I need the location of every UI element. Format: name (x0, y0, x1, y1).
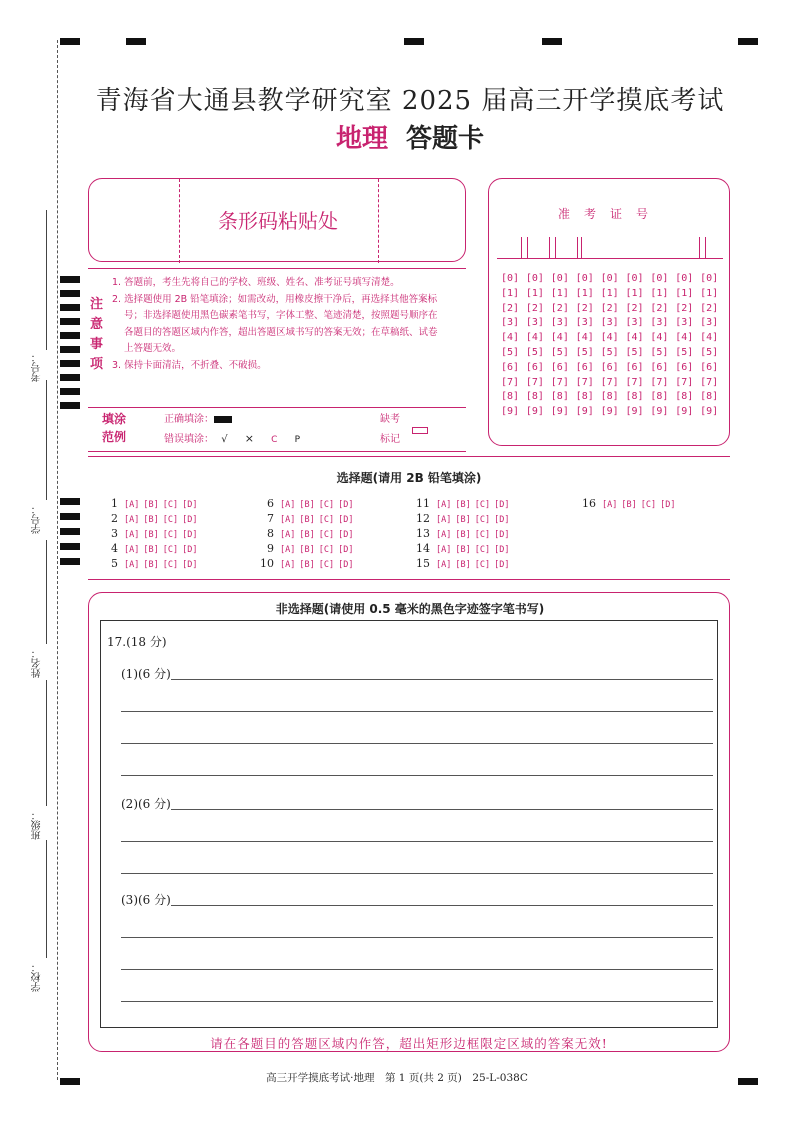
option-bubble[interactable]: [A] (280, 500, 296, 510)
answer-line[interactable] (121, 841, 713, 842)
answer-line[interactable] (121, 937, 713, 938)
digit-bubble[interactable]: [3] (575, 317, 594, 329)
warning-text: 请在各题目的答题区域内作答，超出矩形边框限定区域的答案无效! (210, 1036, 608, 1051)
digit-bubble[interactable]: [9] (575, 406, 594, 418)
absent-box[interactable] (412, 420, 428, 439)
option-bubble[interactable]: [D] (338, 515, 354, 525)
option-bubble[interactable]: [A] (124, 515, 140, 525)
page-footer: 高三开学摸底考试·地理 第 1 页(共 2 页) 25-L-038C (266, 1072, 528, 1084)
absent-label-1: 缺考 (380, 414, 400, 425)
wrong-mark: P (294, 435, 301, 445)
timing-mark (60, 276, 80, 283)
part-1-label: (1)(6 分) (121, 667, 171, 681)
class-line (46, 680, 47, 806)
admission-write-cells[interactable] (497, 237, 723, 259)
choice-question-16 (580, 497, 679, 510)
answer-line[interactable] (121, 711, 713, 712)
option-bubble[interactable]: [B] (455, 560, 471, 570)
digit-bubble[interactable]: [6] (700, 361, 719, 373)
digit-bubble[interactable]: [0] (650, 273, 669, 284)
admission-digit-grid[interactable] (501, 273, 725, 421)
digit-row (501, 406, 725, 421)
timing-mark (60, 528, 80, 535)
registration-mark (738, 38, 758, 45)
option-bubble[interactable]: [D] (182, 545, 198, 555)
option-bubble[interactable]: [D] (338, 545, 354, 555)
digit-bubble[interactable]: [9] (650, 406, 669, 418)
digit-bubble[interactable]: [2] (675, 302, 694, 314)
digit-bubble[interactable]: [3] (501, 317, 520, 329)
digit-bubble[interactable]: [8] (650, 391, 669, 403)
timing-mark (60, 318, 80, 325)
option-bubble[interactable]: [C] (318, 560, 335, 570)
digit-bubble[interactable]: [3] (650, 317, 669, 329)
digit-bubble[interactable]: [0] (600, 273, 619, 284)
binding-dashed-line (57, 40, 58, 1080)
digit-bubble[interactable]: [6] (675, 361, 694, 373)
option-bubble[interactable]: [C] (162, 500, 179, 510)
choice-question-15 (414, 557, 513, 570)
timing-mark (60, 558, 80, 565)
digit-bubble[interactable]: [6] (501, 361, 520, 373)
digit-bubble[interactable]: [5] (675, 346, 694, 358)
option-bubble[interactable]: [D] (494, 515, 510, 525)
option-bubble[interactable]: [A] (436, 545, 452, 555)
digit-bubble[interactable]: [8] (675, 391, 694, 403)
timing-mark (60, 332, 80, 339)
question-number: 7 (267, 512, 274, 525)
digit-bubble[interactable]: [9] (675, 406, 694, 418)
digit-bubble[interactable]: [3] (675, 317, 694, 329)
option-bubble[interactable]: [B] (143, 545, 159, 555)
digit-bubble[interactable]: [5] (600, 346, 619, 358)
digit-row (501, 303, 725, 318)
wrong-mark: C (271, 435, 278, 445)
option-bubble[interactable]: [B] (143, 500, 159, 510)
digit-bubble[interactable]: [7] (575, 376, 594, 388)
question-number: 5 (111, 557, 118, 570)
timing-mark (60, 374, 80, 381)
digit-bubble[interactable]: [2] (575, 302, 594, 314)
digit-bubble[interactable]: [3] (550, 317, 569, 329)
digit-row (501, 332, 725, 347)
question-number: 10 (260, 557, 274, 570)
notes-section (88, 268, 466, 408)
admission-number-box (488, 178, 730, 446)
digit-bubble[interactable]: [9] (501, 406, 520, 418)
choice-section (88, 456, 730, 580)
option-bubble[interactable]: [B] (299, 545, 315, 555)
timing-mark (60, 346, 80, 353)
option-bubble[interactable]: [C] (640, 500, 657, 510)
option-bubble[interactable]: [A] (602, 500, 618, 510)
digit-bubble[interactable]: [0] (675, 273, 694, 284)
timing-mark (60, 290, 80, 297)
option-bubble[interactable]: [A] (124, 560, 140, 570)
digit-bubble[interactable]: [3] (525, 317, 544, 329)
fill-examples (88, 406, 466, 452)
digit-bubble[interactable]: [6] (575, 361, 594, 373)
digit-bubble[interactable]: [8] (625, 391, 644, 403)
digit-bubble[interactable]: [5] (700, 346, 719, 358)
option-bubble[interactable]: [D] (494, 500, 510, 510)
school-line (46, 840, 47, 958)
digit-row (501, 317, 725, 332)
digit-bubble[interactable]: [7] (650, 376, 669, 388)
digit-bubble[interactable]: [2] (600, 302, 619, 314)
option-bubble[interactable]: [C] (474, 560, 491, 570)
option-bubble[interactable]: [A] (280, 545, 296, 555)
digit-bubble[interactable]: [7] (675, 376, 694, 388)
option-bubble[interactable]: [D] (660, 500, 676, 510)
question-17-label: 17.(18 分) (107, 635, 167, 649)
choice-question-12 (414, 512, 513, 525)
choice-question-9 (258, 542, 357, 555)
digit-bubble[interactable]: [2] (650, 302, 669, 314)
absent-label-2: 标记 (380, 434, 400, 445)
digit-bubble[interactable]: [8] (525, 391, 544, 403)
choice-question-4 (102, 542, 201, 555)
wrong-fill-label: 错误填涂： √ × C P (164, 432, 301, 445)
option-bubble[interactable]: [C] (318, 530, 335, 540)
option-bubble[interactable]: [C] (318, 545, 335, 555)
note-item: 各题目的答题区域内作答，超出答题区域书写的答案无效；在草稿纸、试卷 (124, 326, 438, 338)
option-bubble[interactable]: [C] (162, 530, 179, 540)
question-number: 2 (111, 512, 118, 525)
option-bubble[interactable]: [B] (455, 500, 471, 510)
barcode-area (88, 178, 466, 262)
option-bubble[interactable]: [C] (474, 500, 491, 510)
choice-question-11 (414, 497, 513, 510)
digit-bubble[interactable]: [3] (700, 317, 719, 329)
digit-bubble[interactable]: [8] (550, 391, 569, 403)
digit-bubble[interactable]: [0] (575, 273, 594, 284)
option-bubble[interactable]: [B] (299, 500, 315, 510)
registration-mark (404, 38, 424, 45)
digit-bubble[interactable]: [7] (600, 376, 619, 388)
option-bubble[interactable]: [A] (436, 560, 452, 570)
option-bubble[interactable]: [D] (494, 530, 510, 540)
digit-bubble[interactable]: [0] (525, 273, 544, 284)
option-bubble[interactable]: [A] (124, 545, 140, 555)
digit-bubble[interactable]: [9] (550, 406, 569, 418)
digit-row (501, 362, 725, 377)
option-bubble[interactable]: [B] (621, 500, 637, 510)
digit-bubble[interactable]: [7] (550, 376, 569, 388)
card-label: 答题卡 (406, 124, 485, 154)
choice-question-13 (414, 527, 513, 540)
answer-line[interactable] (121, 743, 713, 744)
digit-bubble[interactable]: [0] (625, 273, 644, 284)
choice-question-8 (258, 527, 357, 540)
digit-bubble[interactable]: [2] (625, 302, 644, 314)
digit-bubble[interactable]: [5] (650, 346, 669, 358)
digit-bubble[interactable]: [4] (600, 332, 619, 344)
exam-no-label: 考号： (32, 352, 43, 382)
registration-mark (60, 38, 80, 45)
name-label: 姓名： (32, 648, 43, 678)
option-bubble[interactable]: [C] (318, 500, 335, 510)
digit-row (501, 391, 725, 406)
option-bubble[interactable]: [D] (182, 560, 198, 570)
digit-bubble[interactable]: [0] (501, 273, 520, 284)
class-label: 班级： (32, 810, 43, 840)
option-bubble[interactable]: [A] (280, 560, 296, 570)
option-bubble[interactable]: [B] (143, 515, 159, 525)
answer-line[interactable] (121, 969, 713, 970)
option-bubble[interactable]: [D] (182, 500, 198, 510)
note-item: 1. 答题前，考生先将自己的学校、班级、姓名、准考证号填写清楚。 (112, 277, 400, 288)
correct-fill-label: 正确填涂： (164, 410, 232, 425)
answer-line[interactable] (121, 873, 713, 874)
digit-bubble[interactable]: [1] (650, 287, 669, 299)
digit-bubble[interactable]: [5] (501, 346, 520, 358)
digit-bubble[interactable]: [4] (550, 332, 569, 344)
option-bubble[interactable]: [C] (162, 545, 179, 555)
digit-bubble[interactable]: [1] (675, 287, 694, 299)
digit-bubble[interactable]: [9] (700, 406, 719, 418)
option-bubble[interactable]: [B] (299, 560, 315, 570)
correct-fill-example (214, 416, 232, 423)
digit-bubble[interactable]: [0] (700, 273, 719, 284)
question-number: 3 (111, 527, 118, 540)
choice-question-6 (258, 497, 357, 510)
option-bubble[interactable]: [D] (182, 515, 198, 525)
page-subtitle (90, 118, 730, 155)
answer-line[interactable] (171, 679, 713, 680)
digit-bubble[interactable]: [6] (550, 361, 569, 373)
option-bubble[interactable]: [B] (455, 530, 471, 540)
answer-line[interactable] (171, 809, 713, 810)
timing-mark (60, 498, 80, 505)
digit-bubble[interactable]: [8] (501, 391, 520, 403)
digit-bubble[interactable]: [1] (700, 287, 719, 299)
barcode-label: 条形码粘贴处 (218, 209, 338, 233)
option-bubble[interactable]: [C] (162, 515, 179, 525)
digit-bubble[interactable]: [9] (525, 406, 544, 418)
digit-bubble[interactable]: [6] (625, 361, 644, 373)
digit-bubble[interactable]: [4] (700, 332, 719, 344)
seat-no-label: 学号： (32, 504, 43, 534)
digit-bubble[interactable]: [2] (550, 302, 569, 314)
digit-bubble[interactable]: [4] (625, 332, 644, 344)
digit-bubble[interactable]: [5] (550, 346, 569, 358)
option-bubble[interactable]: [A] (436, 515, 452, 525)
digit-bubble[interactable]: [7] (525, 376, 544, 388)
digit-bubble[interactable]: [7] (501, 376, 520, 388)
digit-bubble[interactable]: [4] (675, 332, 694, 344)
digit-bubble[interactable]: [1] (550, 287, 569, 299)
option-bubble[interactable]: [B] (299, 530, 315, 540)
digit-bubble[interactable]: [4] (525, 332, 544, 344)
note-item: 2. 选择题使用 2B 铅笔填涂；如需改动，用橡皮擦干净后，再选择其他答案标 (112, 293, 438, 305)
question-number: 13 (416, 527, 430, 540)
option-bubble[interactable]: [C] (474, 515, 491, 525)
question-number: 15 (416, 557, 430, 570)
option-bubble[interactable]: [A] (124, 500, 140, 510)
digit-bubble[interactable]: [8] (600, 391, 619, 403)
digit-row (501, 288, 725, 303)
question-number: 6 (267, 497, 274, 510)
option-bubble[interactable]: [B] (455, 515, 471, 525)
digit-bubble[interactable]: [0] (550, 273, 569, 284)
option-bubble[interactable]: [A] (124, 530, 140, 540)
digit-bubble[interactable]: [5] (525, 346, 544, 358)
digit-bubble[interactable]: [6] (600, 361, 619, 373)
digit-bubble[interactable]: [1] (625, 287, 644, 299)
option-bubble[interactable]: [D] (338, 530, 354, 540)
digit-bubble[interactable]: [2] (700, 302, 719, 314)
subject-name: 地理 (335, 124, 388, 154)
digit-bubble[interactable]: [4] (501, 332, 520, 344)
wrong-mark: √ (221, 434, 228, 445)
digit-bubble[interactable]: [3] (600, 317, 619, 329)
question-number: 9 (267, 542, 274, 555)
digit-bubble[interactable]: [9] (625, 406, 644, 418)
digit-row (501, 273, 725, 288)
option-bubble[interactable]: [D] (182, 530, 198, 540)
timing-mark (60, 402, 80, 409)
question-number: 4 (111, 542, 118, 555)
seat-no-line (46, 380, 47, 500)
name-line (46, 540, 47, 644)
exam-no-line (46, 210, 47, 350)
option-bubble[interactable]: [D] (338, 560, 354, 570)
choice-question-3 (102, 527, 201, 540)
digit-bubble[interactable]: [8] (700, 391, 719, 403)
option-bubble[interactable]: [B] (143, 560, 159, 570)
digit-bubble[interactable]: [4] (650, 332, 669, 344)
digit-bubble[interactable]: [1] (600, 287, 619, 299)
examples-heading-1: 填涂 (102, 412, 127, 426)
digit-bubble[interactable]: [6] (525, 361, 544, 373)
question-number: 16 (582, 497, 596, 510)
question-number: 11 (416, 497, 430, 510)
choice-question-1 (102, 497, 201, 510)
digit-bubble[interactable]: [1] (525, 287, 544, 299)
digit-bubble[interactable]: [2] (501, 302, 520, 314)
option-bubble[interactable]: [C] (474, 530, 491, 540)
note-item: 3. 保持卡面清洁，不折叠、不破损。 (112, 359, 267, 371)
answer-line[interactable] (121, 1001, 713, 1002)
option-bubble[interactable]: [C] (162, 560, 179, 570)
school-label: 学校： (32, 962, 43, 992)
digit-bubble[interactable]: [4] (575, 332, 594, 344)
digit-bubble[interactable]: [5] (625, 346, 644, 358)
option-bubble[interactable]: [B] (299, 515, 315, 525)
choice-question-2 (102, 512, 201, 525)
digit-bubble[interactable]: [7] (625, 376, 644, 388)
option-bubble[interactable]: [A] (436, 530, 452, 540)
answer-area[interactable] (100, 620, 718, 1028)
page-title: 青海省大通县教学研究室 2025 届高三开学摸底考试 (95, 86, 725, 116)
wrong-mark: × (244, 432, 254, 445)
note-item: 号；非选择题使用黑色碳素笔书写，字体工整、笔迹清楚，按照题号顺序在 (124, 310, 438, 321)
digit-bubble[interactable]: [7] (700, 376, 719, 388)
option-bubble[interactable]: [A] (280, 530, 296, 540)
part-3-label: (3)(6 分) (121, 893, 171, 907)
timing-mark (60, 543, 80, 550)
examples-heading-2: 范例 (102, 430, 127, 444)
option-bubble[interactable]: [A] (280, 515, 296, 525)
question-number: 8 (267, 527, 274, 540)
timing-mark (60, 304, 80, 311)
notes-heading: 注 意 事 项 (90, 297, 104, 372)
question-number: 1 (111, 497, 118, 510)
option-bubble[interactable]: [B] (143, 530, 159, 540)
timing-mark (60, 360, 80, 367)
option-bubble[interactable]: [C] (474, 545, 491, 555)
choice-question-7 (258, 512, 357, 525)
choice-title: 选择题(请用 2B 铅笔填涂) (336, 471, 482, 485)
digit-bubble[interactable]: [8] (575, 391, 594, 403)
question-number: 12 (416, 512, 430, 525)
registration-mark (126, 38, 146, 45)
digit-bubble[interactable]: [9] (600, 406, 619, 418)
digit-bubble[interactable]: [1] (501, 287, 520, 299)
digit-bubble[interactable]: [1] (575, 287, 594, 299)
timing-mark (60, 513, 80, 520)
option-bubble[interactable]: [C] (318, 515, 335, 525)
option-bubble[interactable]: [D] (338, 500, 354, 510)
choice-question-5 (102, 557, 201, 570)
answer-line[interactable] (171, 905, 713, 906)
digit-bubble[interactable]: [3] (625, 317, 644, 329)
note-item: 上答题无效。 (124, 343, 182, 354)
timing-mark (60, 388, 80, 395)
nonchoice-title: 非选择题(请使用 0.5 毫米的黑色字迹签字笔书写) (275, 602, 545, 616)
choice-question-10 (258, 557, 357, 570)
digit-bubble[interactable]: [5] (575, 346, 594, 358)
registration-mark (542, 38, 562, 45)
notes-list (112, 275, 464, 374)
option-bubble[interactable]: [D] (494, 560, 510, 570)
option-bubble[interactable]: [A] (436, 500, 452, 510)
digit-bubble[interactable]: [6] (650, 361, 669, 373)
question-number: 14 (416, 542, 430, 555)
option-bubble[interactable]: [B] (455, 545, 471, 555)
digit-row (501, 377, 725, 392)
admission-title: 准考证号 (557, 207, 662, 221)
choice-question-14 (414, 542, 513, 555)
part-2-label: (2)(6 分) (121, 797, 171, 811)
digit-row (501, 347, 725, 362)
answer-line[interactable] (121, 775, 713, 776)
option-bubble[interactable]: [D] (494, 545, 510, 555)
digit-bubble[interactable]: [2] (525, 302, 544, 314)
